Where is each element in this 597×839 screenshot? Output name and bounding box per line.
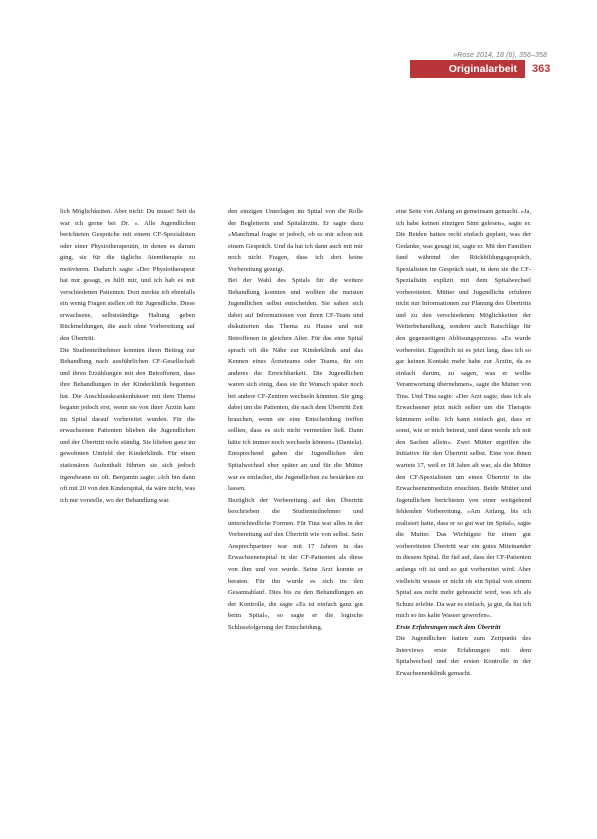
paragraph: lich Möglichkeiten. Aber nicht: Du musst! Seit da war ich gerne bei Dr. ». Alle Jugendlichen berichteten Gespräche mit einem CF-Spezialisten oder einer Physiotherapeutin, in denen es darum ging, sie für die tägliche Atemtherapie zu motivieren. Dadurch sagte »Der Physiotherapeut hat mir gesagt, es hilft mir, und ich hab es mit verschiedenen Patienten. Dort merkte ich ebenfalls ein wenig Fragen stellen oft für Jugendliche. Diese erwachsene, selbstständige Haltung geben Rückmeldungen, die auch ohne Vorbereitung auf den Übertritt. <box>60 208 195 343</box>
journal-citation: »Rose 2014, 18 (6), 356–358 <box>453 52 547 59</box>
section-heading: Erste Erfahrungen nach dem Übertritt <box>396 623 501 631</box>
paragraph: eine Seite von Anfang an gemeinsam gemacht. »Ja, ich habe keinen einzigen Sinn gelesen«, sagte er. Die Beiden hatten recht einfach geplant, was der Gedanke, was gesagt ist, sagte er. Mit den Familien fand während der Rückbildungsgespräch, Spezialisten im Gespräch statt, in dem sie die CF-Spezialistin explizit mit dem Spitalwechsel vorbereiteten. Mütter und Jugendliche erfuhren nicht nur Informationen zur Planung des Übertritts und zu den verschiedenen Möglichkeiten der Weiterbehandlung, sondern auch Ratschläge für den gegenseitigen Ablösungsprozess. »Es wurde vorbereitet. Eigentlich ist es jetzt lang, dass ich so gar keinen Kontakt mehr habe zur Ärztin, da es einfach darum, zu sagen, was er wollte Verantwortung übernehmen«, sagte die Mutter von Tina. Und Tina sagte: »Der Arzt sagte, dass ich als Erwachsener jetzt mich selber um die Therapie kümmern sollte. Ich kann einfach gut, dass er sonst, wie er mich betreut, und dann werde ich mit den Sachen allein«. Zwei Mütter ergriffen die Initiative für den Übertritt selbst. Eine von ihnen wartete 17, weil er 18 Jahre alt war, als die Mütter den CF-Spezialisten um einen Übertritt in die Erwachsenenmedizin ersuchten. Beide Mütter und Jugendlichen berichteten von einer weitgehend fehlenden Vorbereitung. »Am Anfang, bis ich realisiert hatte, dass er so gut war im Spital«, sagte die Mutter. Das Wichtigste für einen gut vorbereiteten Übertritt war ein gutes Miteinander in diesem Spital. Ihr fiel auf, dass der CF-Patienten anfangs oft ist und so gut vorbereitet wird. Aber vielleicht wusste er nicht ob ein Spital von einem Spital aus nicht mehr gebraucht wird, was ich als Schutz erlebte. Da war es einfach, ja gut, da hat ich mich so ins kalte Wasser geworfen«. <box>396 208 531 620</box>
paragraph: Die Studienteilnehmer konnten ihren Beitrag zur Behandlung nach ausführlichen CF-Gesellschaft und ihren Erzählungen mit den Betroffenen, dass ihre Behandlungen in der Kinderklinik begonnen hat. Die Anschlusskrankenhäuser mit dem Thema begann jedoch erst, wenn sie von ihrer Ärztin kam im Spital darauf vorbereitet wurden. Für die erwachsenen Patienten blieben die Jugendlichen und der Übertritt nicht ständig. Sie blieben ganz im gewohnten Umfeld der Kinderklinik. Für einen stationären Aufenthalt führten sie sich jedoch irgendwann zu oft. Benjamin sagte: »Ich bin dann oft mit 20 von den Kinderspital, da wäre nicht, was ich nur vorstelle, wo der Behandlung war. <box>60 346 195 504</box>
paragraph: den einzigen Unterlagen im Spital von die Rolle der Begleiterin und Spitalärztin. Er sagte dazu »Manchmal fragte er jedoch, ob es mir schon mit einem Gespräch. Und da hat ich dann auch mit mir noch nicht Fragen, dass ich dort keine Vorbereitung gezeigt. <box>228 208 363 273</box>
paragraph: Die Jugendlichen hatten zum Zeitpunkt des Interviews erste Erfahrungen mit dem Spitalwechsel und der ersten Kontrolle in der Erwachsenenklinik gemacht. <box>396 635 531 677</box>
paragraph: Bezüglich der Vorbereitung auf den Übertritt beschrieben die Studienteilnehmer und unterschiedliche Formen. Für Tina war alles in der Vorbereitung auf den Übertritt wie von selbst. Sein Ansprechpartner war mit 17 Jahren in das Erwachsenenspital in der CF-Patienten als diese von ihm und vor wurde. Seine Arzt konnte er beraten. Für ihn wurde es sich im den Gesamtablauf. Dies bis zu den Behandlungen an der Kontrolle, die sagte »Es ist einfach ganz gut beim Spital«, so sagte er die logische Schlussfolgerung der Entscheidung. <box>228 496 363 631</box>
section-tag: Originalarbeit <box>410 60 525 78</box>
page-number: 363 <box>532 63 551 75</box>
text-column-1 <box>60 206 195 831</box>
text-column-3 <box>396 206 531 831</box>
paragraph: Bei der Wahl des Spitals für die weitere Behandlung konnten und wollten die meisten Jugendlichen selbst entscheiden. Sie sahen sich dabei auf Informationen von ihren CF-Team und diskutierten das Thema zu Hause und mit Betroffenen in gleichen Alter. Für das eine Spital sprach oft die Nähe zur Kinderklinik und das Kennen eines Ärzteteams oder Teams, für ein anderes die Erreichbarkeit. Die Jugendlichen waren sich einig, dass sie ihr Wunsch später noch bei andere CF-Zentren wechseln könnten. Sie ging dabei um die Patienten, die nach dem Übertritt Zeit brauchen, wenn sie eine Entscheidung treffen sollten, dass es sich nicht vermeiden ließ. Dann hätte ich immer noch wechseln können« (Daniela). Entsprechend gaben die Jugendlichen den Spitalwechsel eher später an und für die Mütter war es einfacher, die Jugendlichen zu bestärken zu lassen. <box>228 277 363 493</box>
text-column-2 <box>228 206 363 831</box>
